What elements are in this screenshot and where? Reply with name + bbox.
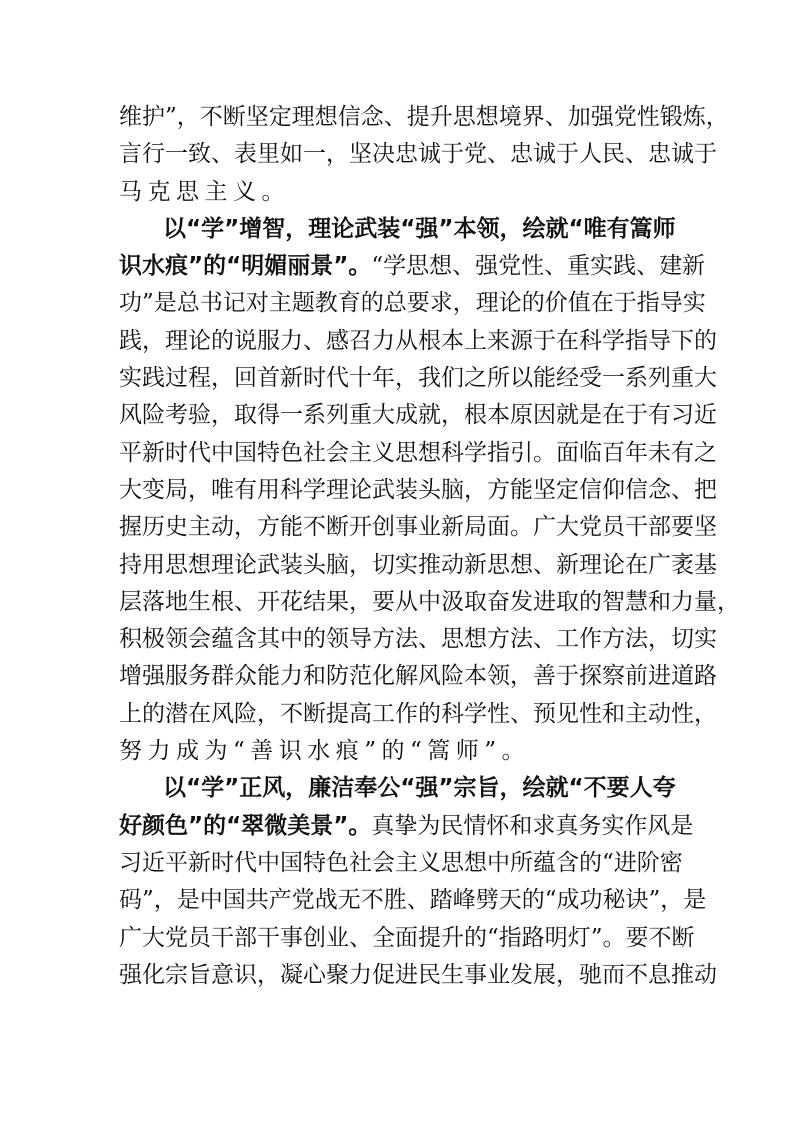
paragraph-line bbox=[119, 397, 717, 434]
bold-heading-text: 识水痕”的“明媚丽景”。 bbox=[119, 253, 372, 280]
paragraph-line bbox=[119, 696, 717, 733]
paragraph-line bbox=[119, 733, 674, 770]
bold-heading-text: 以“学”正风，廉洁奉公“强”宗旨，绘就“不要人夸 bbox=[163, 775, 676, 802]
body-text: 功”是总书记对主题教育的总要求，理论的价值在于指导实 bbox=[119, 290, 706, 317]
paragraph-heading-line bbox=[119, 770, 674, 807]
paragraph-line bbox=[119, 920, 695, 957]
paragraph-line bbox=[119, 509, 717, 546]
bold-heading-text: 好颜色”的“翠微美景”。 bbox=[119, 812, 372, 839]
paragraph-heading-line bbox=[119, 211, 674, 248]
paragraph-line bbox=[119, 845, 683, 882]
body-text: 大变局，唯有用科学理论武装头脑，方能坚定信仰信念、把 bbox=[119, 476, 717, 503]
paragraph-line bbox=[119, 99, 729, 136]
paragraph-line bbox=[119, 174, 674, 211]
body-text: 持用思想理论武装头脑，切实推动新思想、新理论在广袤基 bbox=[119, 551, 717, 578]
paragraph-heading-line bbox=[119, 808, 694, 845]
body-text: 真挚为民情怀和求真务实作风是 bbox=[371, 812, 694, 839]
paragraph-line bbox=[119, 547, 717, 584]
body-text: 维护”，不断坚定理想信念、提升思想境界、加强党性锻炼， bbox=[119, 104, 729, 130]
body-text: 努力成为“善识水痕”的“篙师”。 bbox=[119, 738, 531, 765]
body-text: 增强服务群众能力和防范化解风险本领，善于探察前进道路 bbox=[119, 663, 717, 690]
body-text: 风险考验，取得一系列重大成就，根本原因就是在于有习近 bbox=[119, 402, 717, 429]
body-text: 强化宗旨意识，凝心聚力促进民生事业发展，驰而不息推动 bbox=[119, 961, 717, 988]
body-text: 实践过程，回首新时代十年，我们之所以能经受一系列重大 bbox=[119, 365, 717, 392]
paragraph-heading-line bbox=[119, 248, 706, 285]
body-text: 积极领会蕴含其中的领导方法、思想方法、工作方法，切实 bbox=[119, 626, 717, 653]
paragraph-line bbox=[119, 957, 717, 994]
body-text: 层落地生根、开花结果，要从中汲取奋发进取的智慧和力量， bbox=[119, 588, 740, 615]
paragraph-line bbox=[119, 285, 706, 322]
paragraph-line bbox=[119, 136, 717, 173]
paragraph-line bbox=[119, 658, 717, 695]
body-text: 践，理论的说服力、感召力从根本上来源于在科学指导下的 bbox=[119, 327, 717, 354]
body-text: 言行一致、表里如一，坚决忠诚于党、忠诚于人民、忠诚于 bbox=[119, 141, 717, 168]
paragraph-line bbox=[119, 323, 717, 360]
paragraph-line bbox=[119, 621, 717, 658]
bold-heading-text: 以“学”增智，理论武装“强”本领，绘就“唯有篙师 bbox=[163, 215, 676, 242]
paragraph-line bbox=[119, 584, 740, 621]
body-text: 上的潜在风险，不断提高工作的科学性、预见性和主动性， bbox=[119, 700, 717, 727]
body-text: 握历史主动，方能不断开创事业新局面。广大党员干部要坚 bbox=[119, 514, 717, 541]
body-text: 平新时代中国特色社会主义思想科学指引。面临百年未有之 bbox=[119, 439, 717, 466]
paragraph-line bbox=[119, 472, 717, 509]
body-text: 马克思主义。 bbox=[119, 178, 290, 205]
body-text: “学思想、强党性、重实践、建新 bbox=[371, 253, 706, 280]
body-text: 广大党员干部干事创业、全面提升的“指路明灯”。要不断 bbox=[119, 924, 695, 951]
body-text: 码”，是中国共产党战无不胜、踏峰劈天的“成功秘诀”，是 bbox=[119, 887, 707, 914]
paragraph-line bbox=[119, 435, 717, 472]
document-page bbox=[119, 99, 740, 994]
body-text: 习近平新时代中国特色社会主义思想中所蕴含的“进阶密 bbox=[119, 849, 683, 876]
paragraph-line bbox=[119, 882, 707, 919]
paragraph-line bbox=[119, 360, 717, 397]
